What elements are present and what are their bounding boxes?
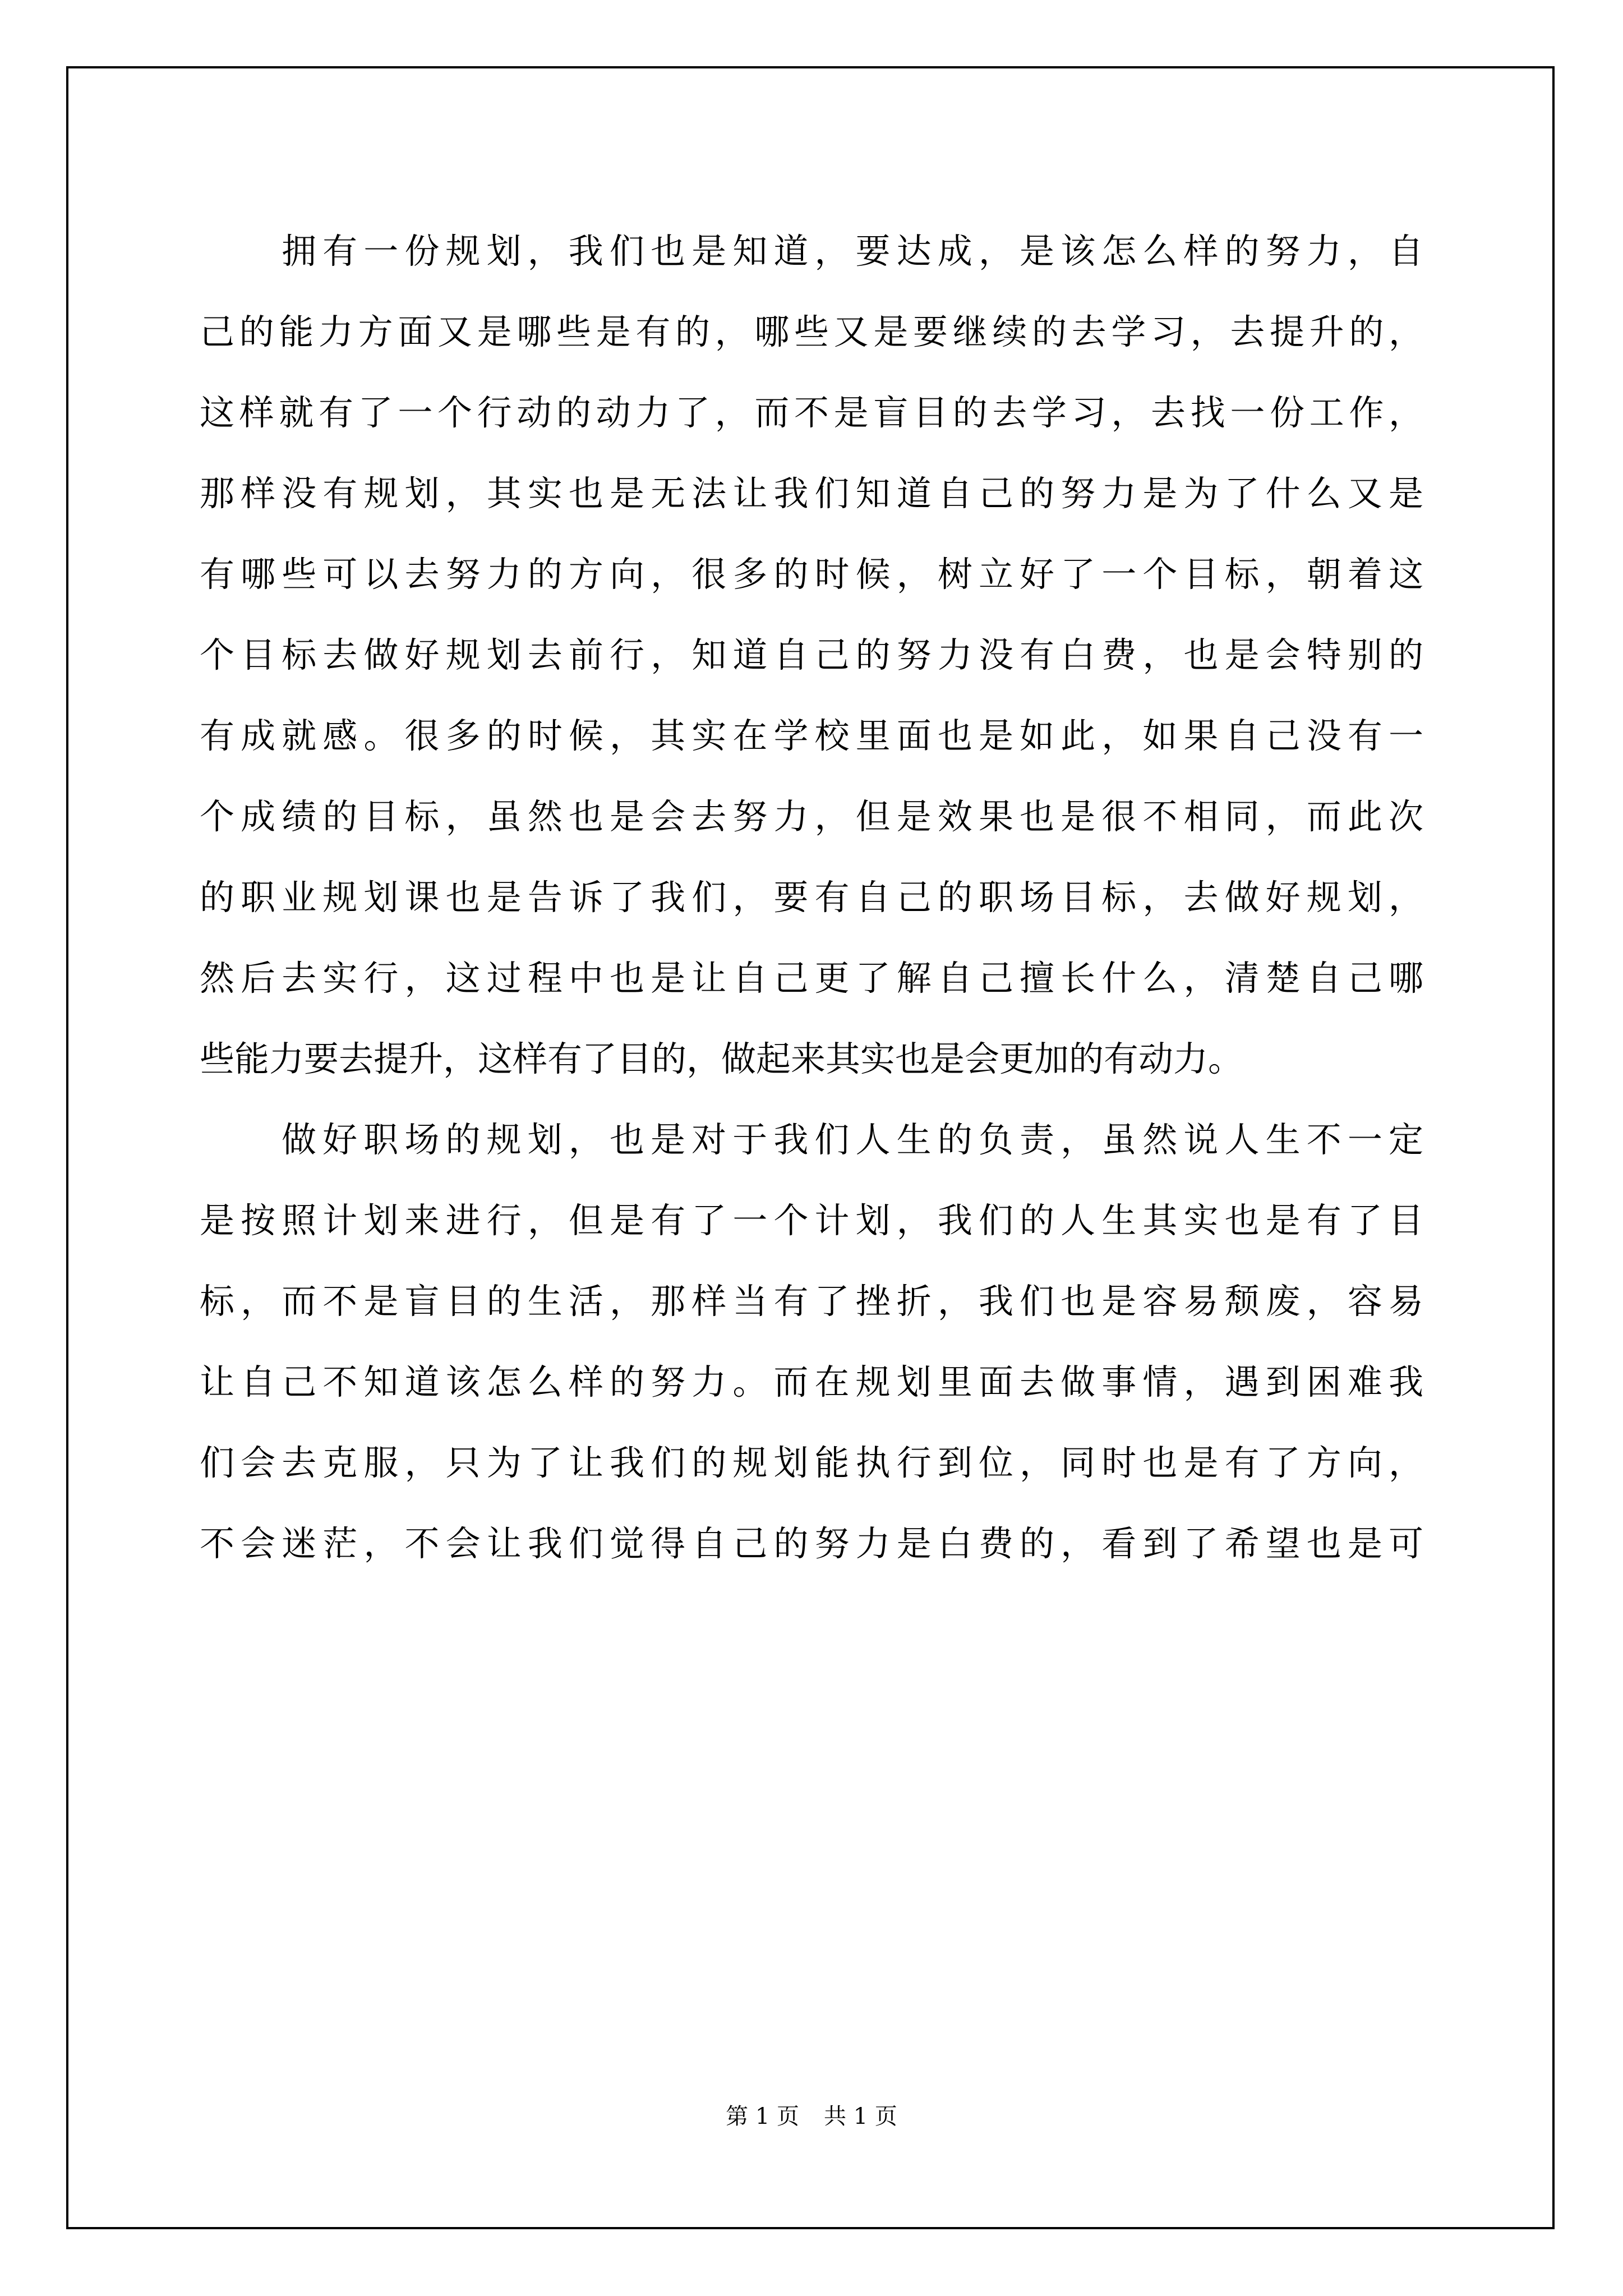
- paragraph-1-line-7: 有成就感。很多的时候，其实在学校里面也是如此，如果自己没有一: [200, 715, 1423, 756]
- paragraph-2-line-5: 们会去克服，只为了让我们的规划能执行到位，同时也是有了方向，: [200, 1442, 1423, 1483]
- paragraph-1-line-3: 这样就有了一个行动的动力了，而不是盲目的去学习，去找一份工作，: [200, 392, 1423, 433]
- page-number: 第 1 页: [726, 2104, 799, 2129]
- paragraph-1-line-1: 拥有一份规划，我们也是知道，要达成，是该怎么样的努力，自: [282, 231, 1423, 272]
- paragraph-1-line-4: 那样没有规划，其实也是无法让我们知道自己的努力是为了什么又是: [200, 473, 1423, 514]
- paragraph-2-line-6: 不会迷茫，不会让我们觉得自己的努力是白费的，看到了希望也是可: [200, 1523, 1423, 1564]
- paragraph-2-line-4: 让自己不知道该怎么样的努力。而在规划里面去做事情，遇到困难我: [200, 1361, 1423, 1402]
- paragraph-1-line-8: 个成绩的目标，虽然也是会去努力，但是效果也是很不相同，而此次: [200, 796, 1423, 837]
- paragraph-2-line-2: 是按照计划来进行，但是有了一个计划，我们的人生其实也是有了目: [200, 1200, 1423, 1241]
- paragraph-2-line-1: 做好职场的规划，也是对于我们人生的负责，虽然说人生不一定: [282, 1119, 1423, 1160]
- paragraph-1-line-6: 个目标去做好规划去前行，知道自己的努力没有白费，也是会特别的: [200, 634, 1423, 675]
- page-footer: [0, 2101, 1623, 2132]
- paragraph-1-line-10: 然后去实行，这过程中也是让自己更了解自己擅长什么，清楚自己哪: [200, 958, 1423, 999]
- paragraph-1-line-5: 有哪些可以去努力的方向，很多的时候，树立好了一个目标，朝着这: [200, 554, 1423, 595]
- paragraph-2-line-3: 标，而不是盲目的生活，那样当有了挫折，我们也是容易颓废，容易: [200, 1281, 1423, 1322]
- paragraph-1-line-9: 的职业规划课也是告诉了我们，要有自己的职场目标，去做好规划，: [200, 877, 1423, 918]
- paragraph-1-line-11: 些能力要去提升，这样有了目的，做起来其实也是会更加的有动力。: [200, 1038, 1243, 1079]
- page-total: 共 1 页: [824, 2104, 897, 2129]
- paragraph-1-line-2: 己的能力方面又是哪些是有的，哪些又是要继续的去学习，去提升的，: [200, 311, 1423, 352]
